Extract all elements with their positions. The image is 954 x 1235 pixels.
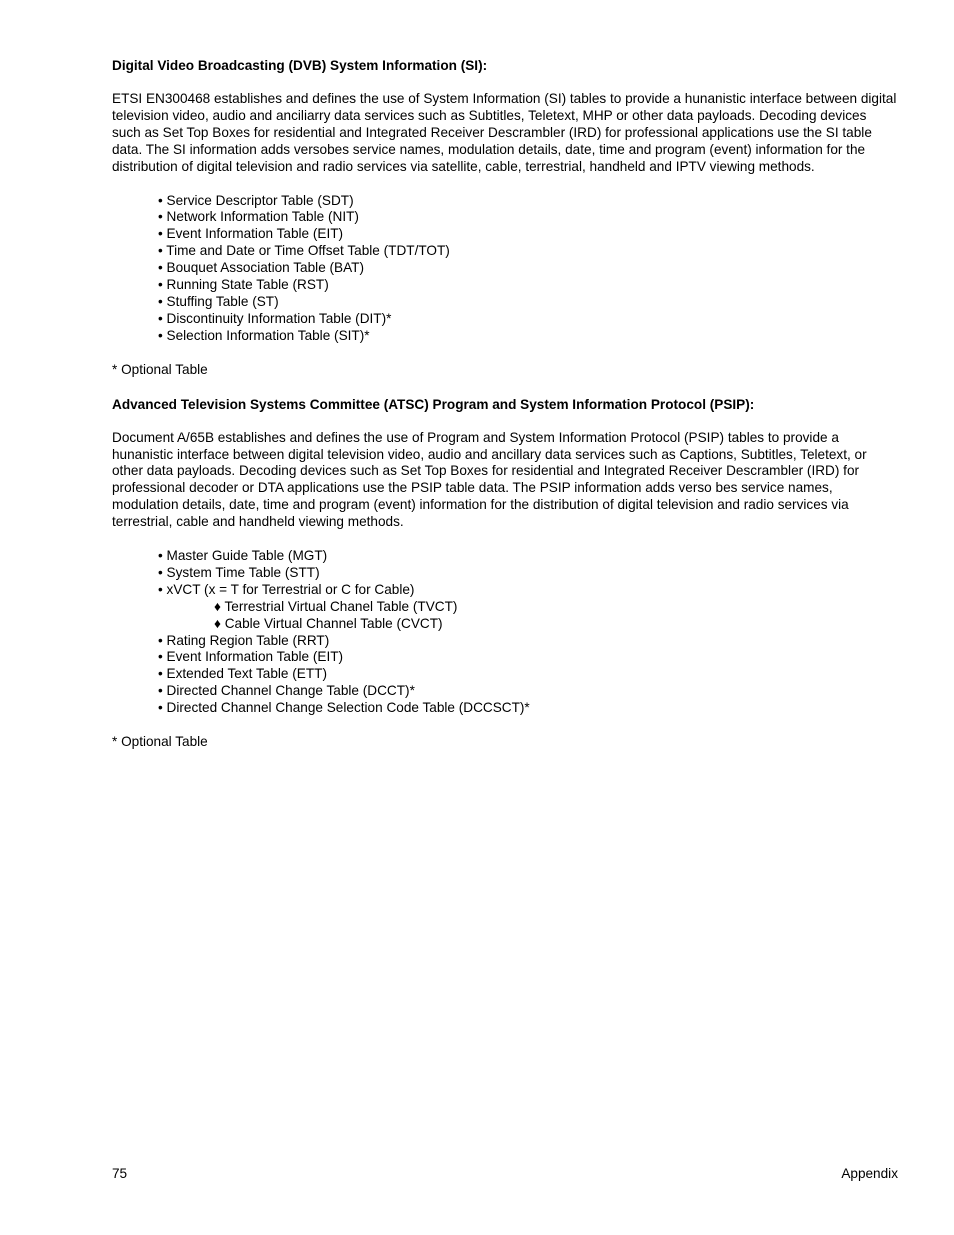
sublist-container: [158, 599, 898, 633]
atsc-optional-note: * Optional Table: [112, 734, 208, 750]
list-item: • Extended Text Table (ETT): [158, 666, 327, 682]
list-item: • Selection Information Table (SIT)*: [158, 327, 370, 343]
dvb-paragraph: ETSI EN300468 establishes and defines the use of System Information (SI) tables to provide a hunanistic interface between digital television video, audio and anciliarry data services such as Subtitles, Teletext, MHP or other data payloads. Decoding devices such as Set Top Boxes for residential and Integrated Receiver Descrambler (IRD) for professional applications use the SI table data. The SI information adds versobes service names, modulation details, date, time and program (event) information for the distribution of digital television and radio services via satellite, cable, terrestrial, handheld and IPTV viewing methods.: [112, 91, 897, 174]
sublist-item: ♦ Cable Virtual Channel Table (CVCT): [214, 615, 443, 631]
list-item: • Stuffing Table (ST): [158, 293, 279, 309]
dvb-heading: Digital Video Broadcasting (DVB) System Information (SI):: [112, 58, 488, 73]
list-item: • Service Descriptor Table (SDT): [158, 192, 354, 208]
list-item: • Bouquet Association Table (BAT): [158, 260, 365, 276]
sublist-item: ♦ Terrestrial Virtual Chanel Table (TVCT): [214, 598, 458, 614]
list-item: • System Time Table (STT): [158, 564, 320, 580]
page-content: [112, 57, 898, 751]
dvb-table-list: [112, 193, 898, 345]
list-item: • Event Information Table (EIT): [158, 226, 344, 242]
list-item: • xVCT (x = T for Terrestrial or C for Cable): [158, 581, 415, 597]
list-item: • Network Information Table (NIT): [158, 209, 359, 225]
atsc-paragraph: Document A/65B establishes and defines the use of Program and System Information Protocol (PSIP) tables to provide a hunanistic interface between digital television video, audio and ancillary data services such as Captions, Subtitles, Teletext, or other data payloads. Decoding devices such as Set Top Boxes for residential and Integrated Receiver Descrambler (IRD) for professional decoder or DTA applications use the PSIP table data. The PSIP information adds verso bes service names, modulation details, date, time and program (event) information for the distribution of digital television and radio services via terrestrial, cable and handheld viewing methods.: [112, 429, 867, 530]
list-item: • Directed Channel Change Table (DCCT)*: [158, 683, 415, 699]
list-item: • Directed Channel Change Selection Code Table (DCCSCT)*: [158, 700, 530, 716]
atsc-heading: Advanced Television Systems Committee (ATSC) Program and System Information Protocol (PSIP):: [112, 396, 755, 412]
list-item: • Time and Date or Time Offset Table (TDT/TOT): [158, 243, 450, 259]
dvb-optional-note: * Optional Table: [112, 361, 208, 377]
footer-section-label: Appendix: [841, 1166, 898, 1181]
list-item: • Rating Region Table (RRT): [158, 632, 330, 648]
xvct-sublist: [158, 599, 898, 633]
list-item: • Running State Table (RST): [158, 277, 329, 293]
page-number: 75: [112, 1166, 128, 1181]
list-item: • Discontinuity Information Table (DIT)*: [158, 310, 392, 326]
list-item: • Event Information Table (EIT): [158, 649, 344, 665]
atsc-table-list: [112, 548, 898, 717]
list-item: • Master Guide Table (MGT): [158, 548, 328, 564]
